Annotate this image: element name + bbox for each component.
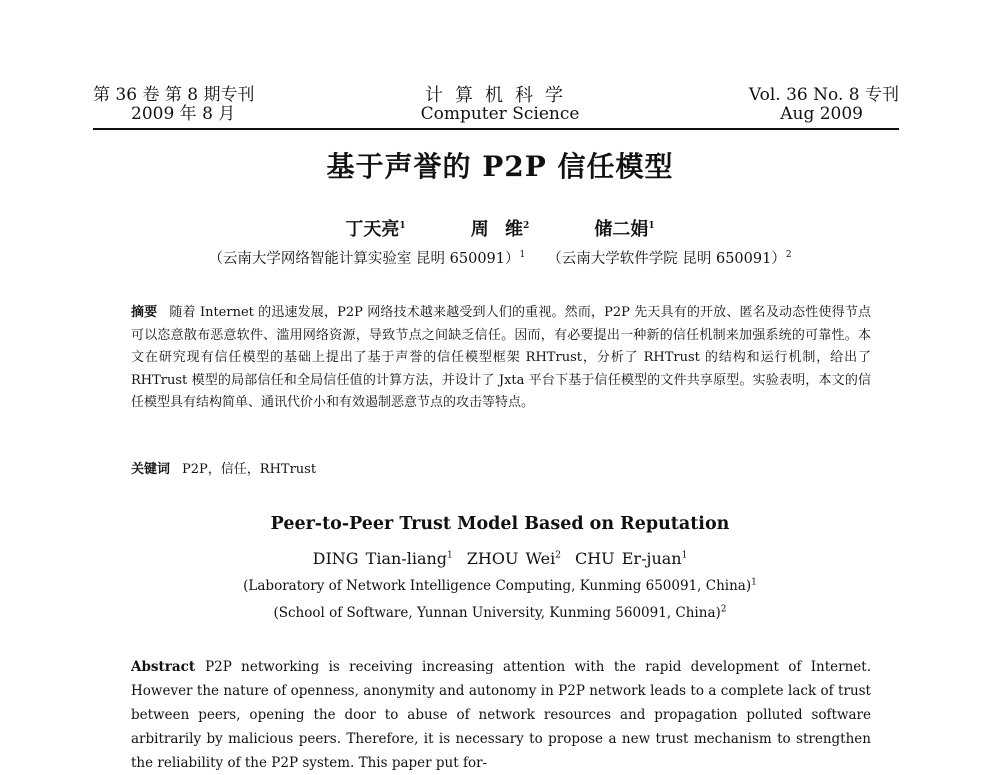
journal-name-zh: 计算机科学: [425, 85, 575, 106]
abstract-zh: [131, 302, 871, 415]
header-journal-name: [400, 86, 600, 124]
author-en: CHU Er-juan$^1$: [574, 549, 688, 568]
paper-title-zh: 基于声誉的 P2P 信任模型: [326, 150, 674, 183]
author-zh: 丁天亮$^1$: [345, 219, 406, 240]
abstract-en: [131, 655, 871, 775]
abstract-zh-label: 摘要: [131, 305, 158, 320]
affiliation-zh: （云南大学网络智能计算实验室 昆明 650091）$^1$: [208, 250, 526, 267]
header-rule: [93, 128, 899, 130]
header-date-zh: 2009 年 8 月: [131, 104, 236, 124]
header-vol-no-en: Vol. 36 No. 8 专刊: [748, 85, 899, 105]
authors-zh: [0, 215, 1000, 241]
author-zh: 周 维$^2$: [470, 219, 530, 240]
header-date-en: Aug 2009: [780, 104, 863, 124]
affiliation-zh: （云南大学软件学院 昆明 650091）$^2$: [547, 250, 792, 267]
affiliations-zh: [0, 247, 1000, 268]
author-zh: 储二娟$^1$: [594, 219, 655, 240]
keywords-zh-label: 关键词: [131, 462, 171, 477]
header-issue-info: [93, 86, 254, 124]
affiliation-en: (School of Software, Yunnan University, Kunming 560091, China)$^2$: [273, 604, 727, 621]
header-volume-issue: 第 36 卷 第 8 期专刊: [93, 85, 255, 105]
keywords-zh-text: P2P，信任，RHTrust: [182, 462, 317, 477]
authors-en: [0, 549, 1000, 568]
journal-name-en: Computer Science: [420, 104, 580, 124]
header-volume-en: [749, 86, 899, 124]
abstract-zh-text: 随着 Internet 的迅速发展，P2P 网络技术越来越受到人们的重视。然而，P2P 先天具有的开放、匿名及动态性使得节点可以恣意散布恶意软件、滥用网络资源，导致节点之间缺乏信任。因而，有必要提出一种新的信任机制来加强系统的可靠性。本文在研究现有信任模型的基础上提出了基于声誉的信任模型框架 RHTrust，分析了 RHTrust 的结构和运行机制，给出了 RHTrust 模型的局部信任和全局信任值的计算方法，并设计了 Jxta 平台下基于信任模型的文件共享原型。实验表明，本文的信任模型具有结构简单、通讯代价小和有效遏制恶意节点的攻击等特点。: [131, 305, 871, 410]
abstract-en-text: P2P networking is receiving increasing attention with the rapid development of Internet. However the nature of openness, anonymity and autonomy in P2P network leads to a complete lack of trust between peers, opening the door to abuse of network resources and propagation polluted software arbitrarily by malicious peers. Therefore, it is necessary to propose a new trust mechanism to strengthen the reliability of the P2P system. This paper put for-: [131, 659, 871, 771]
author-en: DING Tian-liang$^1$: [312, 549, 453, 568]
abstract-en-label: Abstract: [131, 659, 196, 675]
keywords-zh: [131, 458, 316, 477]
paper-title-en: Peer-to-Peer Trust Model Based on Reputation: [270, 514, 730, 534]
author-en: ZHOU Wei$^2$: [466, 549, 561, 568]
affiliation-en: (Laboratory of Network Intelligence Computing, Kunming 650091, China)$^1$: [243, 577, 757, 594]
